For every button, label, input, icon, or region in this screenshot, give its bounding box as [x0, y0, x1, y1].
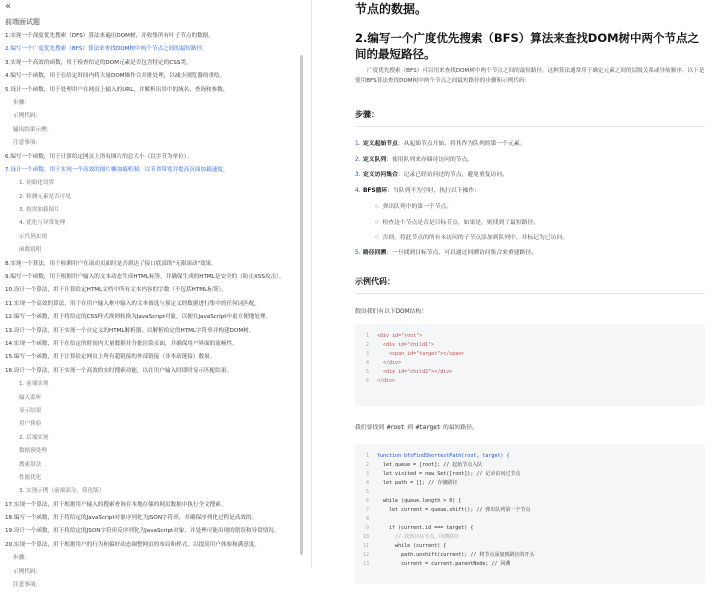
toc-item[interactable]: 步骤：	[13, 99, 30, 106]
step-item	[355, 169, 705, 185]
line-number: 13	[362, 561, 369, 567]
inline-code: #target	[415, 425, 441, 431]
example-intro: 假设我们有以下DOM结构：	[355, 309, 427, 315]
toc-item[interactable]: 示代码实现	[19, 233, 47, 240]
sub-step-item	[355, 231, 705, 247]
html-code-block[interactable]	[355, 324, 705, 406]
code-text: <div id="child1">	[377, 342, 435, 348]
toc-sidebar	[0, 0, 312, 589]
step-text: ：一旦找到目标节点，可以通过回溯访问集合来重建路径。	[386, 249, 537, 256]
step-number: 5.	[355, 249, 361, 256]
toc-item[interactable]: 性能优化	[19, 474, 42, 481]
line-number: 12	[362, 552, 369, 558]
sub-step-item	[355, 216, 705, 232]
toc-item[interactable]: 19.设计一个函数，用于将给定的JSON字符串反序列化为JavaScript对象，并处理可能出现的错误和异常情况。	[5, 528, 280, 535]
line-number: 2	[365, 462, 369, 468]
line-number: 4	[365, 480, 369, 486]
code-line	[355, 350, 705, 359]
step-title: 路径回溯	[363, 249, 387, 256]
line-number: 5	[365, 489, 369, 495]
line-number: 1	[365, 453, 369, 459]
line-number: 3	[365, 351, 369, 357]
toc-item[interactable]: 函数说明	[19, 247, 42, 254]
inline-code: #root	[386, 425, 405, 431]
code-text: </div>	[377, 378, 396, 384]
step-text: ：使用队列来存储待访问的节点。	[386, 156, 474, 163]
step-number: 1.	[355, 141, 361, 147]
step-number: 3.	[355, 172, 361, 178]
code-text: let queue = [root]; // 起始节点入队	[377, 462, 483, 468]
code-text: if (current.id === target) {	[377, 525, 474, 531]
toc-item[interactable]: 1. 前端实现	[19, 381, 49, 388]
toc-item[interactable]: 数据预处理	[19, 448, 47, 455]
article-heading: 2.编写一个广度优先搜索（BFS）算法来查找DOM树中两个节点之间的最短路径。	[355, 31, 700, 61]
toc-item[interactable]: 7.设计一个函数，用于实现一个高效的图片懒加载机制，以节省带宽并提高页面加载速度。	[5, 166, 229, 173]
code-text: let current = queue.shift(); // 弹出队列第一个节点	[377, 507, 531, 513]
step-text: ：当队列不为空时，执行以下操作：	[387, 187, 480, 194]
toc-item[interactable]: 16.设计一个算法，用于实现一个高效的实时搜索功能，以在用户输入时即时显示匹配结果。	[5, 367, 233, 374]
code-line	[355, 377, 705, 386]
code-text: let path = []; // 存储路径	[377, 480, 458, 486]
toc-title: 前端面试题	[5, 18, 40, 26]
sidebar-scrollbar[interactable]	[300, 55, 303, 555]
code-text: while (current) {	[377, 543, 447, 549]
line-number: 2	[365, 342, 369, 348]
toc-item[interactable]: 8.实现一个算法，用于检测用户在滚动页面时是否到达了接口底部的"无限滚动"效果。	[5, 260, 217, 267]
toc-item[interactable]: 注意事项：	[13, 140, 41, 147]
toc-item[interactable]: 示例代码：	[13, 568, 41, 575]
toc-item[interactable]: 9.编写一个函数，用于根据用户输入的文本动态生成HTML标签，并确保生成的HTML是安全的（防止XSS攻击）。	[5, 274, 285, 281]
code-line	[355, 452, 705, 461]
code-line	[355, 506, 705, 515]
step-number: 2.	[355, 156, 361, 163]
code-text: let visited = new Set([root]); // 记录访问过节点	[377, 471, 521, 477]
toc-item[interactable]: 2. 后端实现	[19, 434, 49, 441]
line-number: 8	[365, 516, 369, 522]
toc-item[interactable]: 1. 初始化设置	[19, 180, 55, 187]
line-number: 5	[365, 369, 369, 375]
code-text: // 找到目标节点，回溯路径	[377, 534, 460, 540]
step-text: ：记录已经访问过的节点，避免重复访问。	[397, 172, 508, 178]
toc-item[interactable]: 2. 检测元素是否可见	[19, 193, 71, 200]
code-line	[355, 542, 705, 551]
code-line	[355, 479, 705, 488]
toc-item[interactable]: 11.实现一个高效的算法，用于在用户输入框中输入的文本备选与预定义的数据进行集中的任何词匹配。	[5, 300, 261, 307]
toc-item[interactable]: 3. 实现示例（前端部分，简化版）	[19, 488, 105, 495]
toc-item[interactable]: 4.编写一个函数，用于在给定时间内将大量DOM操作合并批处理，以减少浏览器的重绘。	[5, 73, 226, 80]
code-text: function bfsFindShortestPath(root, target) {	[377, 453, 510, 459]
step-text: 否则，将此节点的所有未访问的子节点添加到队列中，并标记为已访问。	[382, 235, 569, 241]
code-text: path.unshift(current); // 将节点添加到路径的开头	[377, 552, 535, 558]
toc-item[interactable]: 输出结果示例：	[13, 126, 53, 133]
step-title: BFS循环	[363, 187, 388, 194]
line-number: 3	[365, 471, 369, 477]
code-text: current = current.parentNode; // 回溯	[377, 561, 511, 567]
step-text: 检查这个节点是否是目标节点，如果是，则找到了最短路径。	[382, 219, 540, 226]
step-item	[355, 138, 705, 154]
sub-step-item	[355, 200, 705, 216]
toc-item[interactable]: 12.编写一个函数，用于将给定的CSS样式规则转换为JavaScript对象，以便在JavaScript中更方便地处理。	[5, 314, 272, 321]
toc-item[interactable]: 14.实现一个函数，用于在给定的时间内大量数据并分批渲染页面，并确保用户界面的流畅性。	[5, 340, 238, 347]
toc-item[interactable]: 5.设计一个函数，用于处理用户在网页上输入的URL，并解析出其中的域名、查询和参数。	[5, 86, 229, 93]
toc-item[interactable]: 步骤：	[13, 555, 30, 562]
line-number: 6	[365, 498, 369, 504]
code-line	[355, 488, 705, 497]
previous-section-tail: 节点的数据。	[355, 2, 428, 16]
code-line	[355, 341, 705, 350]
toc-list	[5, 30, 305, 592]
example-heading: 示例代码：	[355, 277, 395, 286]
toc-item[interactable]: 18.编写一个函数，用于将给定的JavaScript对象序列化为JSON字符串，并确保序列化过程是高效的。	[5, 515, 258, 522]
line-number: 7	[365, 507, 369, 513]
step-item	[355, 247, 705, 263]
code-line	[355, 560, 705, 569]
step-item	[355, 154, 705, 170]
code-line	[355, 461, 705, 470]
code-line	[355, 515, 705, 524]
code-text: </div>	[377, 360, 402, 366]
code-line	[355, 470, 705, 479]
toc-item[interactable]: 6.编写一个函数，用于计算给定网页上所有图片的总大小（以字节为单位）。	[5, 153, 193, 160]
toc-item[interactable]: 13.设计一个算法，用于实现一个自定义的HTML解析器，以解析给定的HTML字符串并构建DOM树。	[5, 327, 255, 334]
line-number: 11	[362, 543, 369, 549]
step-text: 弹出队列中的第一个节点。	[382, 204, 453, 210]
line-number: 6	[365, 378, 369, 384]
article-content	[313, 0, 720, 568]
step-title: 定义队列	[363, 156, 387, 163]
toc-item[interactable]: 10.设计一个算法，用于计算给定HTML文档中所有文本内容的字数（不包括HTML标签）。	[5, 287, 227, 294]
toc-item[interactable]: 显示结果	[19, 407, 42, 414]
toc-item[interactable]: 搜索算法	[19, 461, 42, 468]
toc-item[interactable]: 17.实现一个算法，用于根据用户输入的搜索查询在本地存储的网页数据中执行全文搜索。	[5, 501, 227, 508]
line-number: 9	[365, 525, 369, 531]
toc-item[interactable]: 3.实现一个高效的函数，用于检查给定的DOM元素是否包含特定的CSS类。	[5, 59, 192, 66]
find-path-text: 我们要找到 #root 到 #target 的最短路径。	[355, 425, 478, 431]
toc-item[interactable]: 4. 优化与异常处理	[19, 220, 66, 227]
toc-item[interactable]: 1.实现一个深度优先搜索（DFS）算法来遍历DOM树，并收集所有叶子节点的数据。	[5, 33, 214, 39]
step-item	[355, 185, 705, 201]
steps-heading: 步骤：	[355, 110, 379, 119]
toc-item[interactable]: 示例代码：	[13, 113, 41, 120]
js-code-block[interactable]	[355, 444, 705, 584]
toc-item[interactable]: 3. 按需加载图片	[19, 207, 60, 214]
code-line	[355, 359, 705, 368]
toc-item[interactable]: 注意事项：	[13, 582, 41, 589]
divider	[355, 126, 705, 127]
toc-item[interactable]: 输入监听	[19, 394, 42, 401]
line-number: 10	[362, 534, 369, 540]
toc-item[interactable]: 15.编写一个函数，用于计算给定网页上所有超链接的外部链接（非本站链接）数量。	[5, 354, 216, 361]
code-line	[355, 497, 705, 506]
step-title: 定义起始节点	[363, 141, 398, 147]
toc-item[interactable]: 2.编写一个广度优先搜索（BFS）算法来查找DOM树中两个节点之间的最短路径。	[5, 46, 208, 53]
line-number: 1	[365, 333, 369, 339]
line-number: 4	[365, 360, 369, 366]
toc-item[interactable]: 20.实现一个算法，用于根据用户的行为和偏好动态调整网页的布局和样式，以提高用户体验和满意度。	[5, 541, 261, 548]
step-title: 定义访问集合	[363, 172, 398, 178]
code-text: <div id="root">	[377, 333, 423, 339]
code-line	[355, 551, 705, 560]
divider	[355, 293, 705, 294]
code-text: while (queue.length > 0) {	[377, 498, 462, 504]
code-line	[355, 368, 705, 377]
code-line	[355, 524, 705, 533]
code-text: <span id="target"></span>	[377, 351, 465, 357]
collapse-sidebar-icon[interactable]: «	[5, 1, 12, 12]
code-line	[355, 332, 705, 341]
intro-paragraph: 广度优先搜索（BFS）可以用来查找DOM树中两个节点之间的最短路径。这种算法通常用于确定元素之间的层级关系或导航顺序。以下是使用BFS算法查找DOM树中两个节点之间最短路径的步骤和示例代码：	[355, 68, 705, 84]
steps-list	[355, 138, 705, 262]
toc-item[interactable]: 用户体验	[19, 421, 42, 428]
step-text: ：从起始节点开始，将其作为队列的第一个元素。	[397, 141, 526, 147]
code-line	[355, 533, 705, 542]
code-text: <div id="child2"></div>	[377, 369, 453, 375]
step-number: 4.	[355, 187, 361, 194]
